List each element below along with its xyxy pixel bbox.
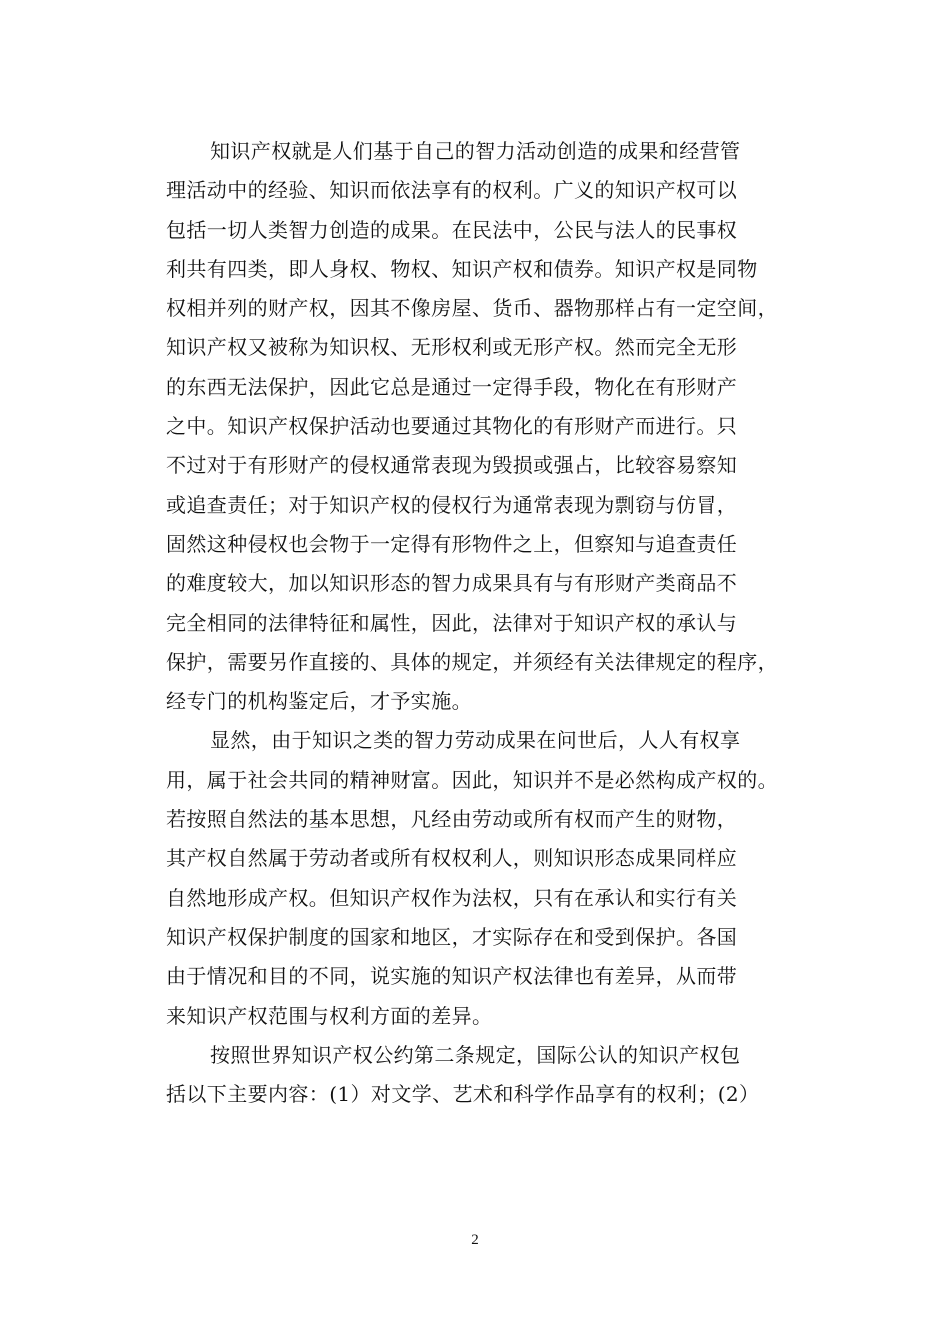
text-line: 保护，需要另作直接的、具体的规定，并须经有关法律规定的程序， xyxy=(166,649,778,674)
text-line: 固然这种侵权也会物于一定得有形物件之上，但察知与追查责任 xyxy=(166,531,738,556)
text-line: 来知识产权范围与权利方面的差异。 xyxy=(166,1003,493,1028)
text-line: 的难度较大，加以知识形态的智力成果具有与有形财产类商品不 xyxy=(166,571,738,596)
text-line: 自然地形成产权。但知识产权作为法权，只有在承认和实行有关 xyxy=(166,885,738,910)
text-line: 由于情况和目的不同，说实施的知识产权法律也有差异，从而带 xyxy=(166,964,738,989)
text-line: 或追查责任；对于知识产权的侵权行为通常表现为剽窃与仿冒， xyxy=(166,492,738,517)
paragraph-2 xyxy=(166,721,796,1035)
text-line: 完全相同的法律特征和属性，因此，法律对于知识产权的承认与 xyxy=(166,610,738,635)
text-line: 显然，由于知识之类的智力劳动成果在问世后，人人有权享 xyxy=(210,728,741,753)
paragraph-1 xyxy=(166,132,796,721)
text-line: 之中。知识产权保护活动也要通过其物化的有形财产而进行。只 xyxy=(166,414,738,439)
text-line: 括以下主要内容：(1）对文学、艺术和科学作品享有的权利；(2） xyxy=(166,1082,760,1107)
text-line: 理活动中的经验、知识而依法享有的权利。广义的知识产权可以 xyxy=(166,178,738,203)
text-line: 按照世界知识产权公约第二条规定，国际公认的知识产权包 xyxy=(210,1042,741,1067)
text-line: 权相并列的财产权，因其不像房屋、货币、器物那样占有一定空间， xyxy=(166,296,778,321)
paragraph-3 xyxy=(166,1036,796,1115)
text-line: 用，属于社会共同的精神财富。因此，知识并不是必然构成产权的。 xyxy=(166,767,778,792)
text-line: 其产权自然属于劳动者或所有权权利人，则知识形态成果同样应 xyxy=(166,846,738,871)
text-line: 知识产权又被称为知识权、无形权利或无形产权。然而完全无形 xyxy=(166,335,738,360)
page-number: 2 xyxy=(471,1232,479,1248)
text-line: 不过对于有形财产的侵权通常表现为毁损或强占，比较容易察知 xyxy=(166,453,738,478)
text-line: 知识产权保护制度的国家和地区，才实际存在和受到保护。各国 xyxy=(166,924,738,949)
text-line: 包括一切人类智力创造的成果。在民法中，公民与法人的民事权 xyxy=(166,217,738,242)
text-line: 的东西无法保护，因此它总是通过一定得手段，物化在有形财产 xyxy=(166,374,738,399)
text-line: 知识产权就是人们基于自己的智力活动创造的成果和经营管 xyxy=(210,139,741,163)
text-line: 若按照自然法的基本思想，凡经由劳动或所有权而产生的财物， xyxy=(166,807,738,832)
text-line: 经专门的机构鉴定后，才予实施。 xyxy=(166,689,472,714)
text-line: 利共有四类，即人身权、物权、知识产权和债券。知识产权是同物 xyxy=(166,256,758,281)
body-text xyxy=(166,132,796,1114)
